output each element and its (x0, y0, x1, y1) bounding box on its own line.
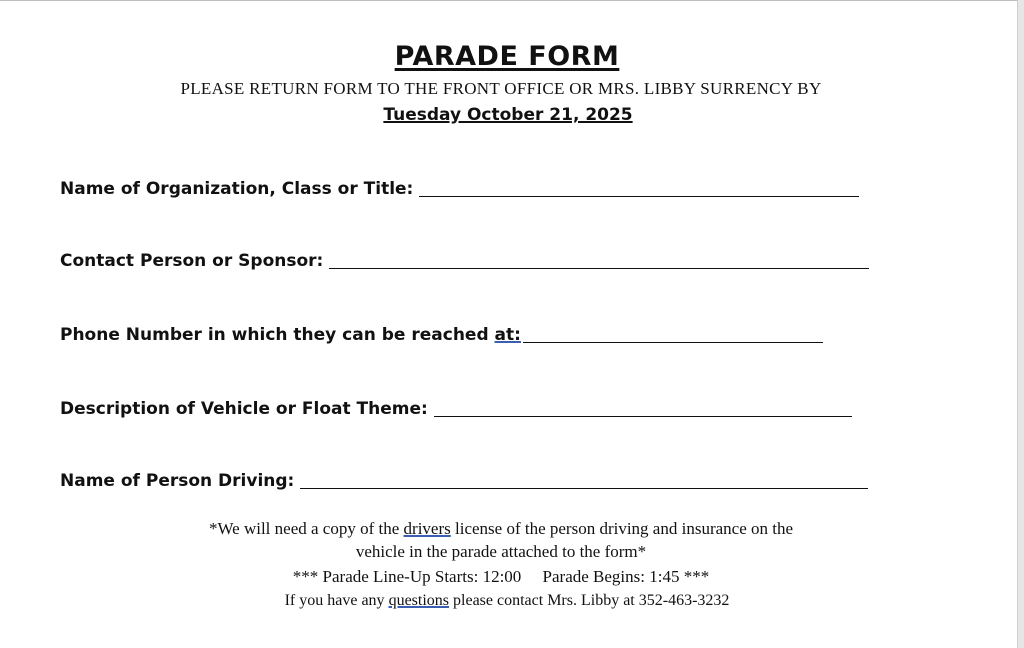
license-note-line-2: vehicle in the parade attached to the form* (355, 542, 647, 561)
form-title: PARADE FORM (394, 41, 620, 72)
field-driver-name[interactable] (60, 466, 868, 492)
field-contact-person[interactable] (60, 246, 869, 272)
note-underlined-word: drivers (403, 519, 451, 538)
footer-underlined-word: questions (388, 592, 450, 609)
field-label: Name of Person Driving: (60, 471, 295, 491)
field-vehicle-description[interactable] (60, 394, 852, 420)
note-text: *We will need a copy of the (208, 519, 404, 538)
footer-text: please contact Mrs. Libby at 352-463-3232 (449, 592, 730, 609)
form-subtitle: PLEASE RETURN FORM TO THE FRONT OFFICE OR MRS. LIBBY SURRENCY BY (180, 79, 822, 98)
fill-in-line[interactable] (329, 267, 869, 269)
fill-in-line[interactable] (300, 487, 868, 489)
field-organization[interactable] (60, 174, 859, 200)
note-text: license of the person driving and insurance on the (450, 519, 794, 538)
field-label: Contact Person or Sponsor: (60, 251, 324, 271)
footer-text: If you have any (284, 592, 389, 609)
field-label-text: Phone Number in which they can be reached (60, 325, 495, 345)
parade-times: *** Parade Line-Up Starts: 12:00 Parade Begins: 1:45 *** (292, 567, 710, 586)
field-label: Description of Vehicle or Float Theme: (60, 399, 428, 419)
page-right-edge (1017, 0, 1024, 648)
fill-in-line[interactable] (419, 195, 859, 197)
field-label-underlined: at: (494, 325, 521, 345)
contact-footer (0, 590, 1014, 612)
field-label: Name of Organization, Class or Title: (60, 179, 414, 199)
page-top-border (0, 0, 1024, 1)
due-date: Tuesday October 21, 2025 (383, 105, 633, 125)
license-note-line-1 (0, 517, 1002, 540)
field-phone-number[interactable] (60, 320, 823, 346)
fill-in-line[interactable] (523, 341, 823, 343)
field-label (60, 324, 521, 346)
fill-in-line[interactable] (434, 415, 852, 417)
